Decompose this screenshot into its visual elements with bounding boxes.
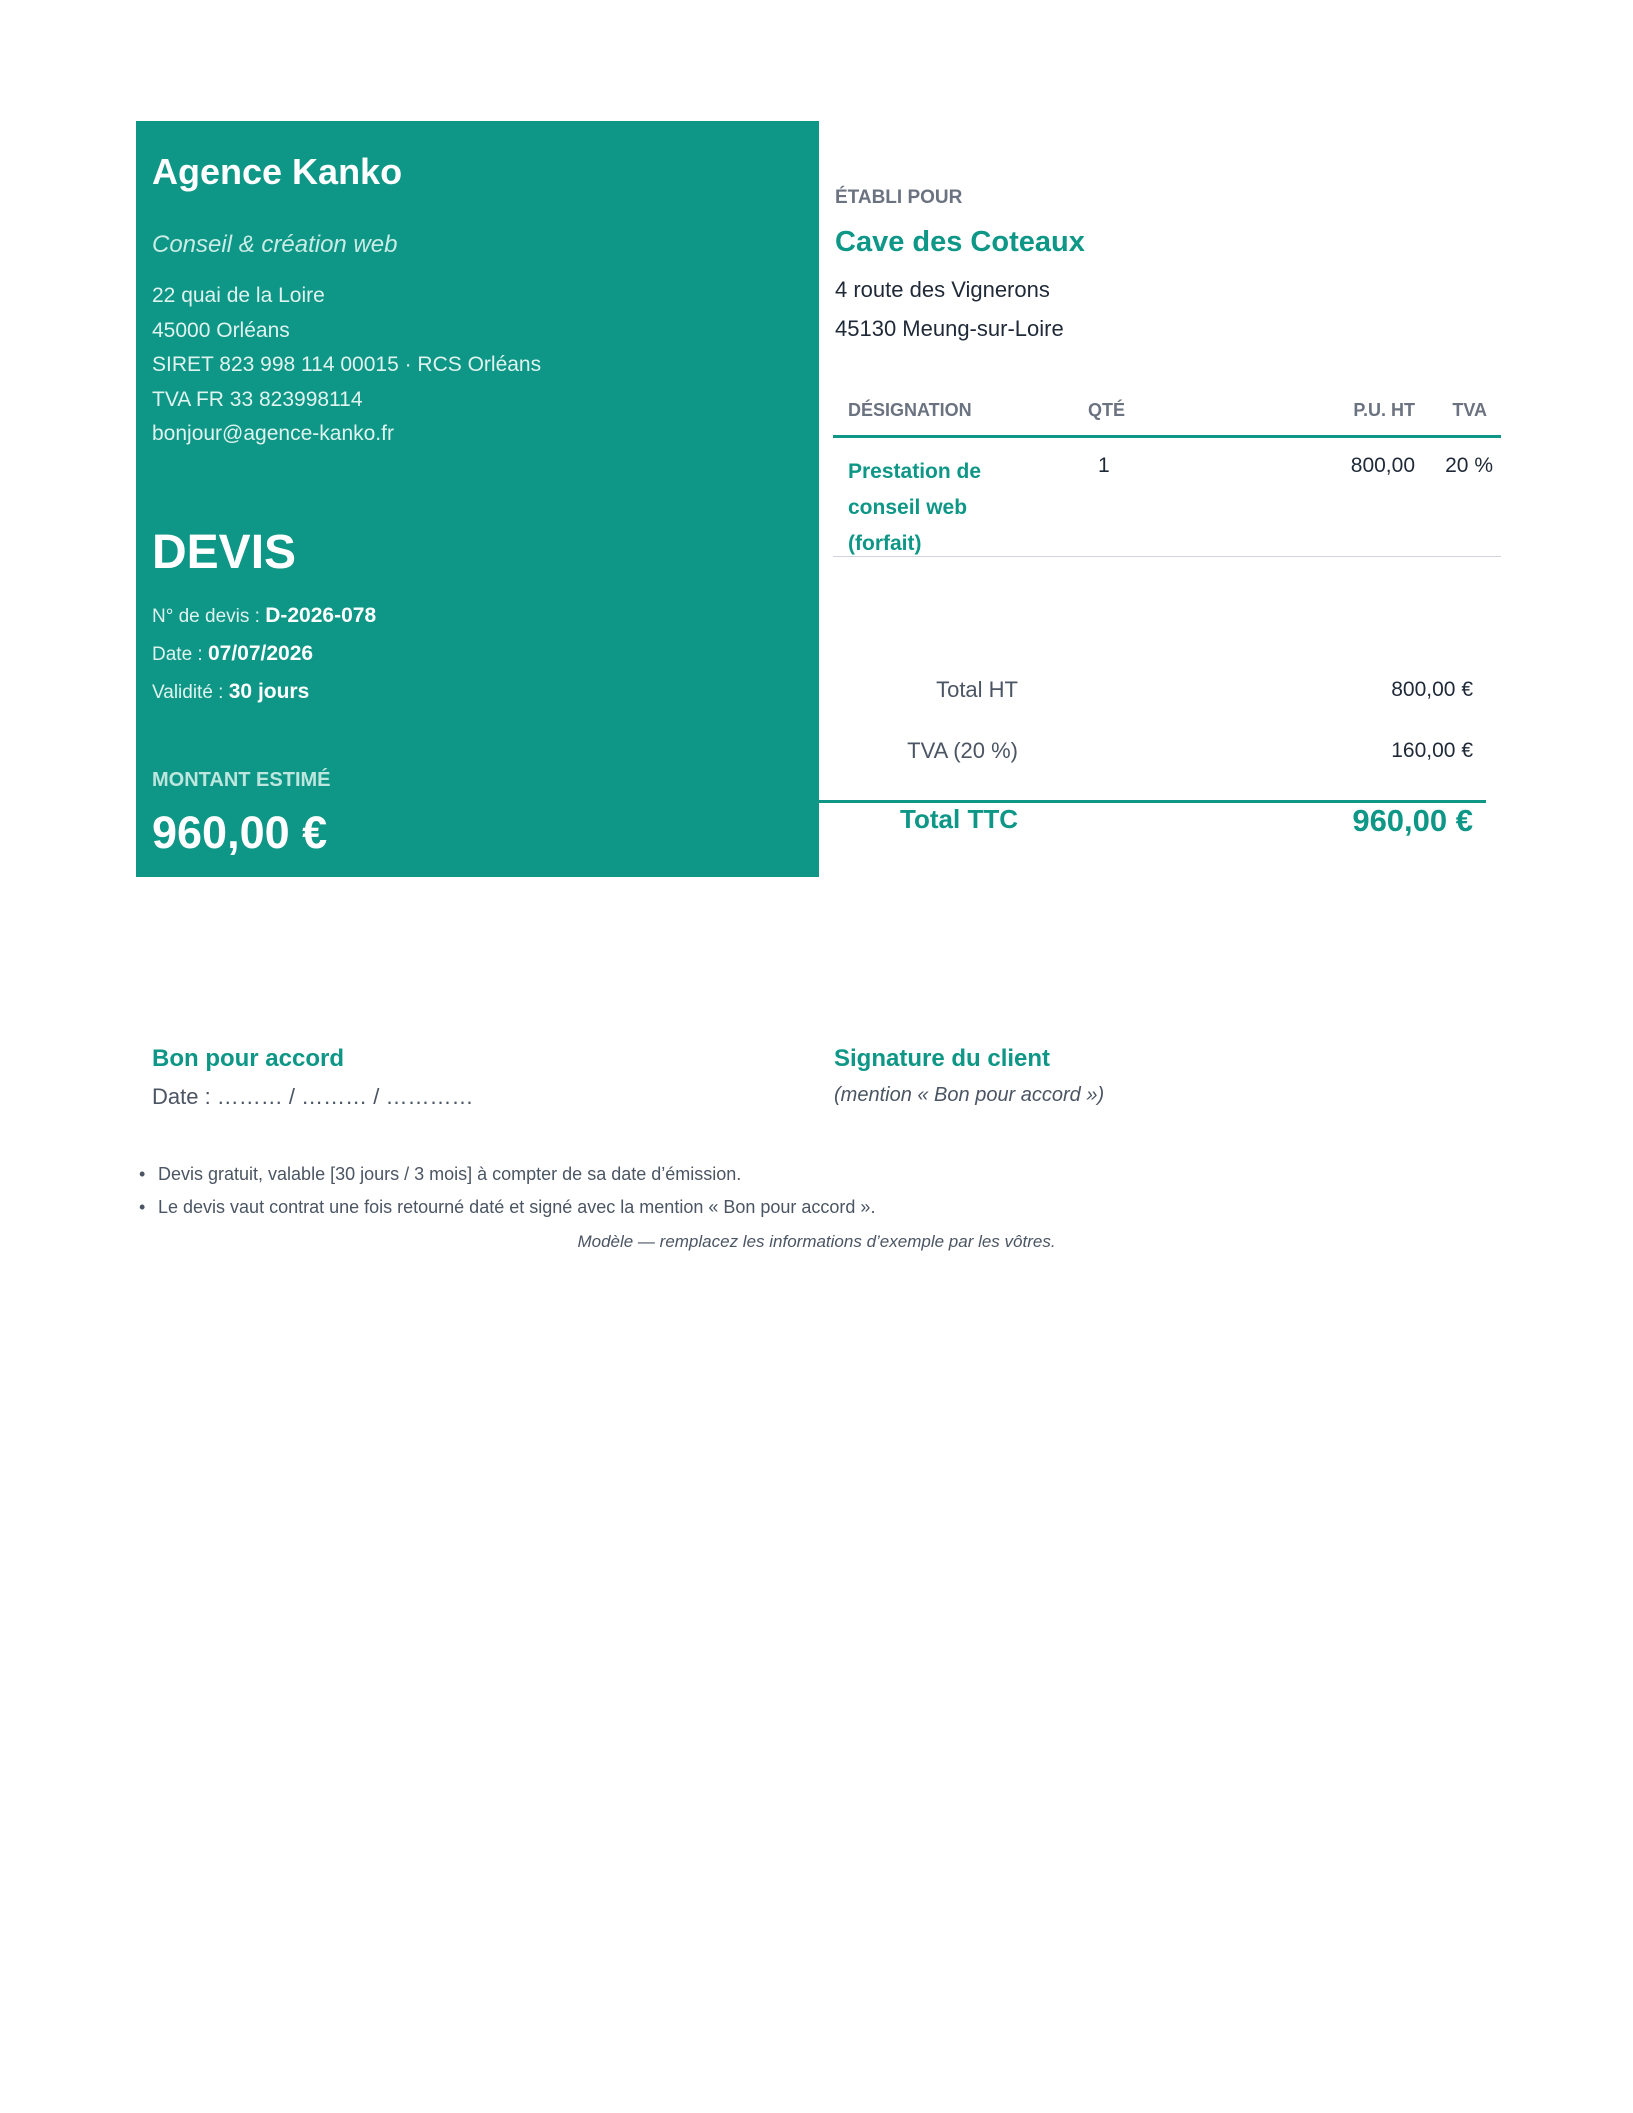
list-item: [136, 1195, 875, 1228]
header-unit-price: P.U. HT: [1353, 400, 1415, 420]
total-ttc-label: Total TTC: [900, 804, 1018, 834]
header-designation: DÉSIGNATION: [848, 400, 972, 420]
item-vat: 20 %: [1445, 454, 1493, 477]
note-text: Le devis vaut contrat une fois retourné daté et signé avec la mention « Bon pour accord ».: [158, 1197, 876, 1217]
client-signature-title: Signature du client: [834, 1045, 1051, 1072]
total-vat-value: 160,00 €: [1391, 739, 1473, 762]
quote-date-line: [152, 635, 376, 673]
item-quantity: 1: [1098, 454, 1110, 477]
client-address-city: 45130 Meung-sur-Loire: [835, 316, 1064, 341]
note-text: Devis gratuit, valable [30 jours / 3 mois] à compter de sa date d’émission.: [158, 1164, 742, 1184]
total-ht-label: Total HT: [936, 677, 1018, 702]
address-line-vat: TVA FR 33 823998114: [152, 387, 363, 411]
bullet-icon: •: [139, 1164, 146, 1184]
total-vat-label: TVA (20 %): [907, 738, 1018, 763]
total-ttc-value: 960,00 €: [1352, 803, 1473, 838]
quote-number-line: [152, 597, 376, 635]
client-address: [835, 270, 1064, 348]
client-signature-mention: (mention « Bon pour accord »): [834, 1084, 1105, 1106]
estimated-amount: 960,00 €: [152, 807, 328, 858]
quote-number-label: N° de devis :: [152, 606, 260, 627]
item-designation: Prestation de conseil web (forfait): [848, 460, 982, 555]
quote-validity-line: [152, 673, 376, 711]
list-item: [136, 1162, 875, 1195]
address-line-email: bonjour@agence-kanko.fr: [152, 422, 394, 445]
item-unit-price: 800,00: [1350, 454, 1415, 477]
table-row: [833, 438, 1501, 557]
address-line-street: 22 quai de la Loire: [152, 284, 325, 307]
company-name: Agence Kanko: [152, 151, 403, 192]
issuer-panel: [136, 121, 819, 877]
quote-number: D-2026-078: [265, 604, 377, 627]
estimated-amount-label: MONTANT ESTIMÉ: [152, 769, 331, 791]
quote-validity-label: Validité :: [152, 682, 224, 703]
document-title: DEVIS: [152, 526, 297, 579]
address-line-siret: SIRET 823 998 114 00015 · RCS Orléans: [152, 353, 542, 376]
header-vat: TVA: [1452, 400, 1487, 420]
client-name: Cave des Coteaux: [835, 226, 1085, 258]
company-address: [152, 279, 541, 452]
template-footer-note: Modèle — remplacez les informations d’exemple par les vôtres.: [577, 1232, 1056, 1251]
approval-date-line: Date : ……… / ……… / …………: [152, 1084, 474, 1109]
total-ht-value: 800,00 €: [1391, 678, 1473, 701]
approval-title: Bon pour accord: [152, 1045, 345, 1072]
terms-notes: [136, 1162, 875, 1228]
quote-date-label: Date :: [152, 644, 203, 665]
bullet-icon: •: [139, 1197, 146, 1217]
client-label: ÉTABLI POUR: [835, 187, 963, 208]
address-line-city: 45000 Orléans: [152, 318, 290, 342]
quote-validity: 30 jours: [228, 680, 310, 703]
header-quantity: QTÉ: [1088, 400, 1126, 420]
quote-date: 07/07/2026: [207, 642, 314, 665]
document-meta: [152, 597, 376, 711]
company-tagline: Conseil & création web: [152, 231, 398, 258]
client-address-street: 4 route des Vignerons: [835, 277, 1050, 302]
